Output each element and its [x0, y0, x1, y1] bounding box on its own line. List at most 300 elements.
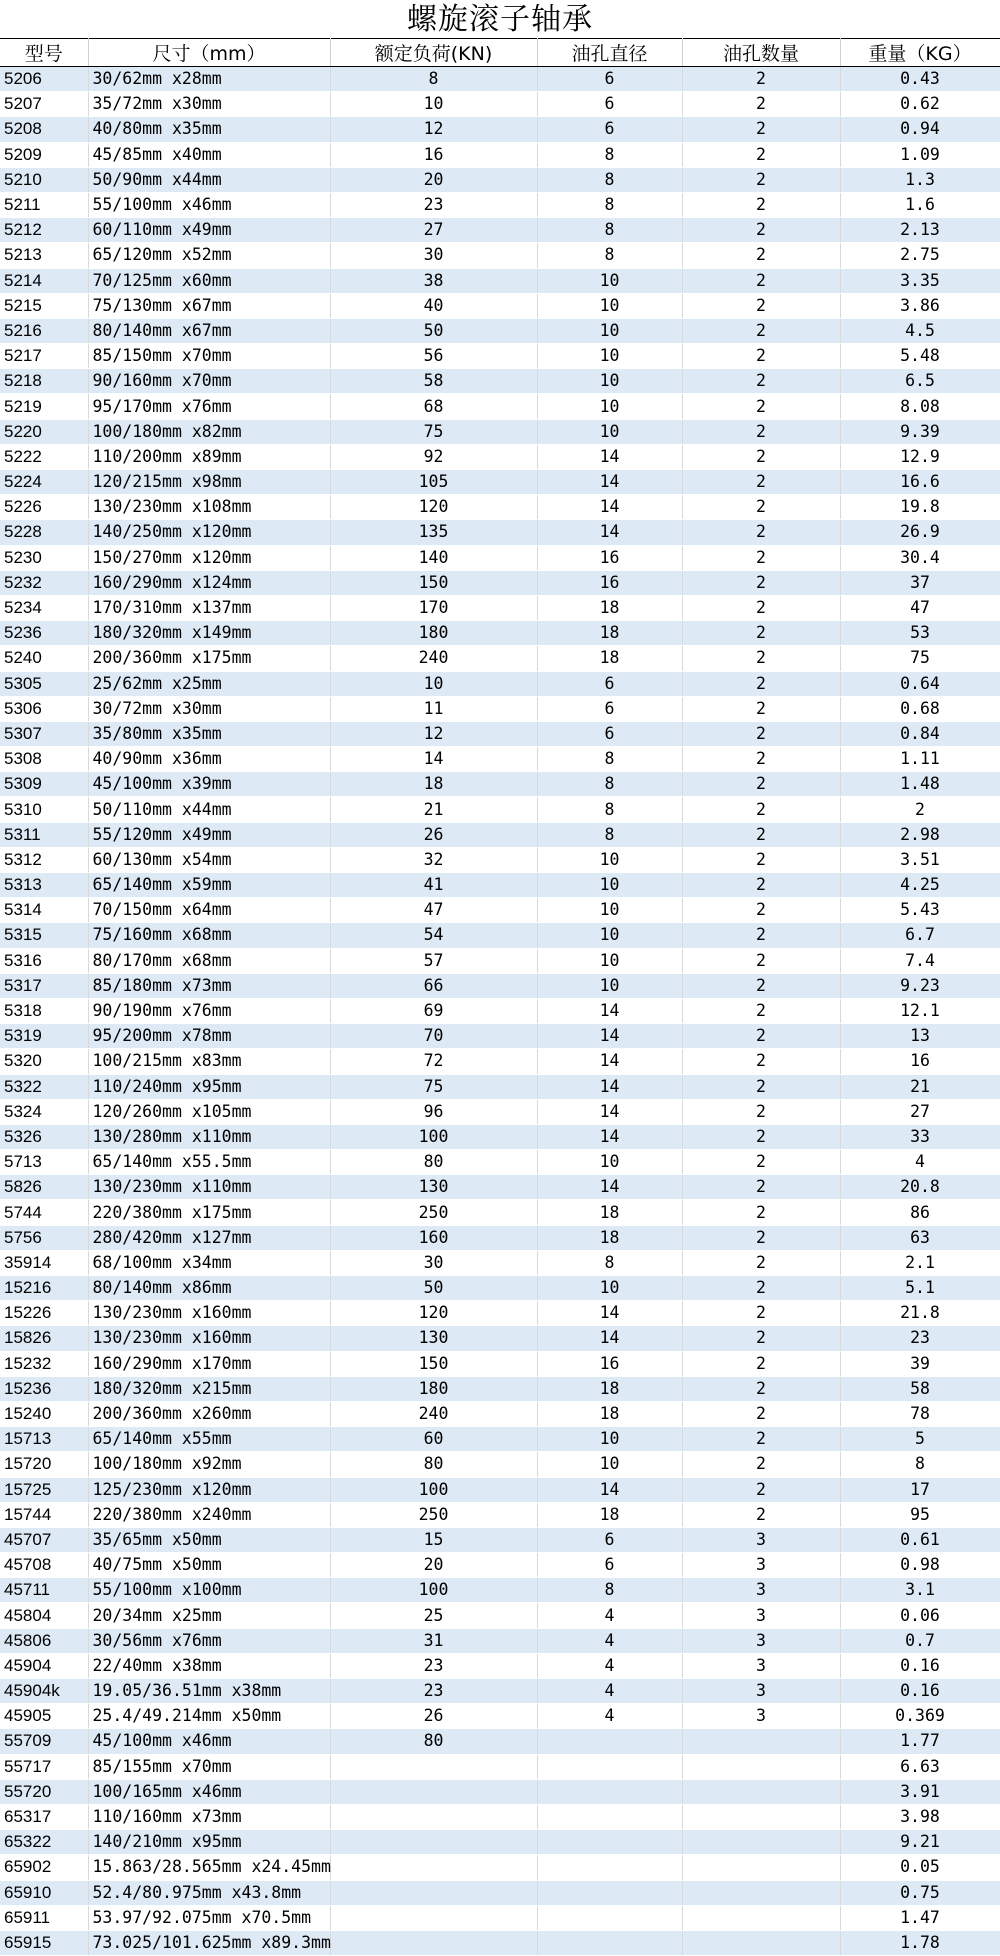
cell-size[interactable]: 110/160mm x73mm [88, 1804, 330, 1829]
cell-oil-hole-count[interactable]: 2 [682, 646, 840, 671]
cell-model[interactable]: 5318 [0, 998, 88, 1023]
cell-size[interactable]: 85/155mm x70mm [88, 1754, 330, 1779]
cell-model[interactable]: 5319 [0, 1024, 88, 1049]
cell-rated-load[interactable] [330, 1930, 537, 1955]
cell-model[interactable]: 5324 [0, 1099, 88, 1124]
cell-size[interactable]: 55/100mm x46mm [88, 192, 330, 217]
cell-rated-load[interactable]: 40 [330, 293, 537, 318]
cell-oil-hole-count[interactable]: 2 [682, 444, 840, 469]
cell-size[interactable]: 120/215mm x98mm [88, 470, 330, 495]
cell-rated-load[interactable]: 105 [330, 470, 537, 495]
cell-oil-hole-count[interactable]: 2 [682, 142, 840, 167]
cell-oil-hole-count[interactable]: 2 [682, 1401, 840, 1426]
cell-weight[interactable]: 5 [840, 1427, 1000, 1452]
cell-size[interactable]: 30/56mm x76mm [88, 1628, 330, 1653]
column-header-oil-hole-count[interactable]: 油孔数量 [682, 39, 840, 67]
cell-oil-hole-count[interactable]: 2 [682, 873, 840, 898]
cell-oil-hole-diameter[interactable]: 4 [537, 1704, 682, 1729]
cell-size[interactable]: 160/290mm x170mm [88, 1351, 330, 1376]
cell-oil-hole-diameter[interactable]: 8 [537, 1250, 682, 1275]
cell-model[interactable]: 5317 [0, 973, 88, 998]
cell-model[interactable]: 15744 [0, 1502, 88, 1527]
cell-model[interactable]: 5308 [0, 747, 88, 772]
cell-oil-hole-diameter[interactable]: 8 [537, 192, 682, 217]
cell-rated-load[interactable]: 100 [330, 1578, 537, 1603]
cell-weight[interactable]: 53 [840, 621, 1000, 646]
cell-model[interactable]: 5228 [0, 520, 88, 545]
cell-size[interactable]: 73.025/101.625mm x89.3mm [88, 1930, 330, 1955]
cell-weight[interactable]: 4.5 [840, 318, 1000, 343]
cell-size[interactable]: 100/165mm x46mm [88, 1779, 330, 1804]
cell-oil-hole-diameter[interactable]: 14 [537, 1024, 682, 1049]
cell-oil-hole-diameter[interactable] [537, 1930, 682, 1955]
cell-model[interactable]: 5713 [0, 1150, 88, 1175]
cell-size[interactable]: 80/140mm x67mm [88, 318, 330, 343]
column-header-oil-hole-diameter[interactable]: 油孔直径 [537, 39, 682, 67]
cell-oil-hole-diameter[interactable]: 8 [537, 167, 682, 192]
cell-model[interactable]: 5312 [0, 847, 88, 872]
column-header-size[interactable]: 尺寸（mm） [88, 39, 330, 67]
cell-weight[interactable]: 33 [840, 1124, 1000, 1149]
cell-oil-hole-diameter[interactable]: 6 [537, 117, 682, 142]
cell-weight[interactable]: 0.16 [840, 1653, 1000, 1678]
cell-size[interactable]: 50/90mm x44mm [88, 167, 330, 192]
cell-model[interactable]: 5232 [0, 570, 88, 595]
cell-weight[interactable]: 0.05 [840, 1855, 1000, 1880]
cell-weight[interactable]: 1.77 [840, 1729, 1000, 1754]
cell-size[interactable]: 75/160mm x68mm [88, 923, 330, 948]
cell-oil-hole-diameter[interactable] [537, 1905, 682, 1930]
cell-model[interactable]: 5230 [0, 545, 88, 570]
cell-weight[interactable]: 26.9 [840, 520, 1000, 545]
cell-model[interactable]: 15826 [0, 1326, 88, 1351]
cell-oil-hole-count[interactable]: 2 [682, 318, 840, 343]
cell-oil-hole-diameter[interactable]: 10 [537, 293, 682, 318]
cell-oil-hole-diameter[interactable]: 6 [537, 92, 682, 117]
cell-model[interactable]: 15713 [0, 1427, 88, 1452]
cell-size[interactable]: 140/210mm x95mm [88, 1830, 330, 1855]
cell-size[interactable]: 22/40mm x38mm [88, 1653, 330, 1678]
cell-oil-hole-diameter[interactable]: 10 [537, 923, 682, 948]
cell-model[interactable]: 5322 [0, 1074, 88, 1099]
cell-weight[interactable]: 8 [840, 1452, 1000, 1477]
cell-size[interactable]: 45/100mm x46mm [88, 1729, 330, 1754]
cell-size[interactable]: 40/90mm x36mm [88, 747, 330, 772]
cell-oil-hole-count[interactable]: 2 [682, 92, 840, 117]
cell-rated-load[interactable]: 70 [330, 1024, 537, 1049]
cell-oil-hole-count[interactable] [682, 1905, 840, 1930]
cell-oil-hole-count[interactable]: 2 [682, 369, 840, 394]
cell-oil-hole-count[interactable]: 2 [682, 1376, 840, 1401]
cell-size[interactable]: 60/110mm x49mm [88, 218, 330, 243]
cell-size[interactable]: 40/80mm x35mm [88, 117, 330, 142]
cell-rated-load[interactable]: 23 [330, 1679, 537, 1704]
cell-oil-hole-diameter[interactable]: 8 [537, 747, 682, 772]
cell-oil-hole-diameter[interactable]: 14 [537, 1049, 682, 1074]
cell-weight[interactable]: 0.94 [840, 117, 1000, 142]
cell-oil-hole-count[interactable]: 3 [682, 1603, 840, 1628]
cell-rated-load[interactable]: 75 [330, 1074, 537, 1099]
cell-weight[interactable]: 9.39 [840, 419, 1000, 444]
cell-model[interactable]: 5214 [0, 268, 88, 293]
cell-rated-load[interactable]: 25 [330, 1603, 537, 1628]
cell-size[interactable]: 85/150mm x70mm [88, 344, 330, 369]
cell-rated-load[interactable]: 20 [330, 167, 537, 192]
cell-oil-hole-diameter[interactable]: 18 [537, 1200, 682, 1225]
cell-size[interactable]: 52.4/80.975mm x43.8mm [88, 1880, 330, 1905]
column-header-rated-load[interactable]: 额定负荷(KN) [330, 39, 537, 67]
cell-model[interactable]: 45806 [0, 1628, 88, 1653]
cell-model[interactable]: 5826 [0, 1175, 88, 1200]
cell-size[interactable]: 100/180mm x92mm [88, 1452, 330, 1477]
cell-model[interactable]: 5320 [0, 1049, 88, 1074]
cell-rated-load[interactable]: 11 [330, 696, 537, 721]
cell-oil-hole-count[interactable] [682, 1804, 840, 1829]
cell-rated-load[interactable]: 80 [330, 1150, 537, 1175]
cell-weight[interactable]: 30.4 [840, 545, 1000, 570]
cell-weight[interactable]: 20.8 [840, 1175, 1000, 1200]
cell-rated-load[interactable]: 38 [330, 268, 537, 293]
cell-model[interactable]: 5326 [0, 1124, 88, 1149]
cell-model[interactable]: 5316 [0, 948, 88, 973]
cell-oil-hole-diameter[interactable]: 8 [537, 822, 682, 847]
cell-rated-load[interactable]: 10 [330, 92, 537, 117]
cell-weight[interactable]: 13 [840, 1024, 1000, 1049]
cell-model[interactable]: 65910 [0, 1880, 88, 1905]
cell-oil-hole-diameter[interactable]: 10 [537, 948, 682, 973]
cell-oil-hole-diameter[interactable]: 14 [537, 1301, 682, 1326]
cell-oil-hole-count[interactable]: 2 [682, 218, 840, 243]
cell-weight[interactable]: 7.4 [840, 948, 1000, 973]
cell-model[interactable]: 55717 [0, 1754, 88, 1779]
cell-model[interactable]: 15236 [0, 1376, 88, 1401]
cell-oil-hole-diameter[interactable]: 14 [537, 1124, 682, 1149]
cell-weight[interactable]: 0.75 [840, 1880, 1000, 1905]
cell-weight[interactable]: 3.1 [840, 1578, 1000, 1603]
cell-oil-hole-diameter[interactable]: 4 [537, 1628, 682, 1653]
cell-oil-hole-diameter[interactable]: 18 [537, 621, 682, 646]
cell-oil-hole-count[interactable]: 2 [682, 1074, 840, 1099]
cell-size[interactable]: 20/34mm x25mm [88, 1603, 330, 1628]
cell-size[interactable]: 68/100mm x34mm [88, 1250, 330, 1275]
cell-oil-hole-count[interactable]: 2 [682, 747, 840, 772]
cell-oil-hole-count[interactable] [682, 1855, 840, 1880]
cell-model[interactable]: 15725 [0, 1477, 88, 1502]
cell-model[interactable]: 5240 [0, 646, 88, 671]
cell-oil-hole-count[interactable]: 2 [682, 1024, 840, 1049]
cell-weight[interactable]: 78 [840, 1401, 1000, 1426]
cell-rated-load[interactable]: 140 [330, 545, 537, 570]
cell-oil-hole-count[interactable] [682, 1779, 840, 1804]
cell-oil-hole-diameter[interactable] [537, 1804, 682, 1829]
cell-rated-load[interactable]: 15 [330, 1527, 537, 1552]
cell-model[interactable]: 5219 [0, 394, 88, 419]
cell-weight[interactable]: 95 [840, 1502, 1000, 1527]
cell-model[interactable]: 5209 [0, 142, 88, 167]
cell-weight[interactable]: 12.9 [840, 444, 1000, 469]
cell-size[interactable]: 50/110mm x44mm [88, 797, 330, 822]
cell-rated-load[interactable]: 75 [330, 419, 537, 444]
cell-oil-hole-diameter[interactable]: 18 [537, 1376, 682, 1401]
cell-rated-load[interactable]: 130 [330, 1175, 537, 1200]
cell-oil-hole-count[interactable]: 2 [682, 117, 840, 142]
cell-rated-load[interactable]: 100 [330, 1124, 537, 1149]
cell-rated-load[interactable]: 58 [330, 369, 537, 394]
cell-size[interactable]: 70/125mm x60mm [88, 268, 330, 293]
cell-size[interactable]: 40/75mm x50mm [88, 1553, 330, 1578]
cell-weight[interactable]: 0.62 [840, 92, 1000, 117]
cell-rated-load[interactable] [330, 1880, 537, 1905]
cell-model[interactable]: 5207 [0, 92, 88, 117]
cell-rated-load[interactable]: 12 [330, 117, 537, 142]
cell-rated-load[interactable]: 180 [330, 621, 537, 646]
cell-oil-hole-diameter[interactable]: 4 [537, 1679, 682, 1704]
cell-size[interactable]: 65/120mm x52mm [88, 243, 330, 268]
cell-rated-load[interactable]: 16 [330, 142, 537, 167]
cell-oil-hole-count[interactable]: 2 [682, 1276, 840, 1301]
cell-model[interactable]: 45711 [0, 1578, 88, 1603]
cell-model[interactable]: 5313 [0, 873, 88, 898]
cell-size[interactable]: 45/85mm x40mm [88, 142, 330, 167]
cell-rated-load[interactable] [330, 1855, 537, 1880]
cell-rated-load[interactable]: 14 [330, 747, 537, 772]
column-header-model[interactable]: 型号 [0, 39, 88, 67]
cell-oil-hole-count[interactable]: 2 [682, 495, 840, 520]
cell-weight[interactable]: 6.5 [840, 369, 1000, 394]
cell-oil-hole-count[interactable]: 2 [682, 923, 840, 948]
cell-model[interactable]: 5314 [0, 898, 88, 923]
cell-weight[interactable]: 0.61 [840, 1527, 1000, 1552]
cell-size[interactable]: 30/62mm x28mm [88, 67, 330, 92]
cell-oil-hole-diameter[interactable]: 18 [537, 646, 682, 671]
cell-rated-load[interactable] [330, 1905, 537, 1930]
cell-model[interactable]: 5756 [0, 1225, 88, 1250]
cell-size[interactable]: 125/230mm x120mm [88, 1477, 330, 1502]
cell-oil-hole-count[interactable] [682, 1930, 840, 1955]
cell-oil-hole-count[interactable]: 2 [682, 1452, 840, 1477]
cell-oil-hole-diameter[interactable]: 10 [537, 847, 682, 872]
cell-oil-hole-count[interactable]: 2 [682, 1225, 840, 1250]
cell-oil-hole-count[interactable]: 2 [682, 1250, 840, 1275]
cell-model[interactable]: 5226 [0, 495, 88, 520]
cell-oil-hole-count[interactable]: 2 [682, 394, 840, 419]
cell-oil-hole-count[interactable]: 3 [682, 1578, 840, 1603]
cell-oil-hole-count[interactable]: 2 [682, 696, 840, 721]
cell-model[interactable]: 5216 [0, 318, 88, 343]
cell-rated-load[interactable]: 10 [330, 671, 537, 696]
cell-model[interactable]: 5220 [0, 419, 88, 444]
cell-rated-load[interactable]: 21 [330, 797, 537, 822]
cell-oil-hole-count[interactable]: 2 [682, 1175, 840, 1200]
cell-oil-hole-diameter[interactable]: 14 [537, 1099, 682, 1124]
cell-rated-load[interactable]: 41 [330, 873, 537, 898]
cell-size[interactable]: 170/310mm x137mm [88, 595, 330, 620]
cell-size[interactable]: 60/130mm x54mm [88, 847, 330, 872]
cell-weight[interactable]: 2.98 [840, 822, 1000, 847]
cell-rated-load[interactable]: 8 [330, 67, 537, 92]
cell-model[interactable]: 5309 [0, 772, 88, 797]
cell-weight[interactable]: 16.6 [840, 470, 1000, 495]
cell-weight[interactable]: 1.3 [840, 167, 1000, 192]
cell-rated-load[interactable]: 80 [330, 1452, 537, 1477]
cell-weight[interactable]: 58 [840, 1376, 1000, 1401]
cell-size[interactable]: 100/180mm x82mm [88, 419, 330, 444]
cell-oil-hole-count[interactable]: 2 [682, 998, 840, 1023]
cell-weight[interactable]: 1.6 [840, 192, 1000, 217]
cell-oil-hole-count[interactable]: 2 [682, 419, 840, 444]
cell-size[interactable]: 80/140mm x86mm [88, 1276, 330, 1301]
cell-oil-hole-diameter[interactable]: 10 [537, 1276, 682, 1301]
cell-weight[interactable]: 3.51 [840, 847, 1000, 872]
cell-size[interactable]: 45/100mm x39mm [88, 772, 330, 797]
cell-size[interactable]: 55/100mm x100mm [88, 1578, 330, 1603]
cell-size[interactable]: 35/65mm x50mm [88, 1527, 330, 1552]
cell-weight[interactable]: 1.09 [840, 142, 1000, 167]
cell-oil-hole-diameter[interactable]: 16 [537, 570, 682, 595]
cell-size[interactable]: 75/130mm x67mm [88, 293, 330, 318]
cell-oil-hole-diameter[interactable]: 18 [537, 595, 682, 620]
cell-oil-hole-diameter[interactable]: 10 [537, 1452, 682, 1477]
cell-model[interactable]: 65322 [0, 1830, 88, 1855]
cell-oil-hole-count[interactable]: 2 [682, 192, 840, 217]
cell-weight[interactable]: 1.11 [840, 747, 1000, 772]
cell-model[interactable]: 55720 [0, 1779, 88, 1804]
column-header-weight[interactable]: 重量（KG） [840, 39, 1000, 67]
cell-size[interactable]: 180/320mm x215mm [88, 1376, 330, 1401]
cell-model[interactable]: 45804 [0, 1603, 88, 1628]
cell-oil-hole-count[interactable]: 2 [682, 470, 840, 495]
cell-oil-hole-diameter[interactable]: 14 [537, 1074, 682, 1099]
cell-oil-hole-count[interactable]: 2 [682, 847, 840, 872]
cell-oil-hole-count[interactable]: 2 [682, 621, 840, 646]
cell-oil-hole-count[interactable]: 2 [682, 1477, 840, 1502]
cell-oil-hole-count[interactable]: 2 [682, 721, 840, 746]
cell-weight[interactable]: 63 [840, 1225, 1000, 1250]
cell-model[interactable]: 5213 [0, 243, 88, 268]
cell-oil-hole-count[interactable] [682, 1754, 840, 1779]
cell-model[interactable]: 5224 [0, 470, 88, 495]
cell-oil-hole-count[interactable]: 2 [682, 1150, 840, 1175]
cell-weight[interactable]: 0.84 [840, 721, 1000, 746]
cell-oil-hole-diameter[interactable] [537, 1880, 682, 1905]
cell-oil-hole-count[interactable]: 2 [682, 1326, 840, 1351]
cell-weight[interactable]: 3.98 [840, 1804, 1000, 1829]
cell-rated-load[interactable]: 30 [330, 1250, 537, 1275]
cell-size[interactable]: 150/270mm x120mm [88, 545, 330, 570]
cell-weight[interactable]: 1.47 [840, 1905, 1000, 1930]
cell-oil-hole-count[interactable]: 2 [682, 243, 840, 268]
cell-weight[interactable]: 19.8 [840, 495, 1000, 520]
cell-size[interactable]: 95/200mm x78mm [88, 1024, 330, 1049]
cell-oil-hole-count[interactable]: 2 [682, 595, 840, 620]
cell-size[interactable]: 90/160mm x70mm [88, 369, 330, 394]
cell-size[interactable]: 130/230mm x108mm [88, 495, 330, 520]
cell-size[interactable]: 130/280mm x110mm [88, 1124, 330, 1149]
cell-oil-hole-count[interactable]: 2 [682, 570, 840, 595]
cell-weight[interactable]: 0.369 [840, 1704, 1000, 1729]
cell-size[interactable]: 160/290mm x124mm [88, 570, 330, 595]
cell-oil-hole-diameter[interactable]: 8 [537, 142, 682, 167]
cell-rated-load[interactable]: 20 [330, 1553, 537, 1578]
cell-oil-hole-diameter[interactable]: 10 [537, 268, 682, 293]
cell-size[interactable]: 110/240mm x95mm [88, 1074, 330, 1099]
cell-oil-hole-diameter[interactable]: 10 [537, 344, 682, 369]
cell-rated-load[interactable]: 180 [330, 1376, 537, 1401]
cell-model[interactable]: 65902 [0, 1855, 88, 1880]
cell-weight[interactable]: 0.64 [840, 671, 1000, 696]
cell-rated-load[interactable]: 240 [330, 646, 537, 671]
cell-weight[interactable]: 2 [840, 797, 1000, 822]
cell-model[interactable]: 5234 [0, 595, 88, 620]
cell-oil-hole-count[interactable]: 2 [682, 948, 840, 973]
cell-oil-hole-diameter[interactable]: 18 [537, 1401, 682, 1426]
cell-rated-load[interactable]: 150 [330, 1351, 537, 1376]
cell-weight[interactable]: 4.25 [840, 873, 1000, 898]
cell-oil-hole-count[interactable]: 3 [682, 1704, 840, 1729]
cell-weight[interactable]: 16 [840, 1049, 1000, 1074]
cell-oil-hole-count[interactable] [682, 1880, 840, 1905]
cell-oil-hole-diameter[interactable]: 6 [537, 1527, 682, 1552]
cell-size[interactable]: 19.05/36.51mm x38mm [88, 1679, 330, 1704]
cell-weight[interactable]: 6.7 [840, 923, 1000, 948]
cell-model[interactable]: 45707 [0, 1527, 88, 1552]
cell-weight[interactable]: 0.68 [840, 696, 1000, 721]
cell-oil-hole-diameter[interactable]: 8 [537, 772, 682, 797]
cell-oil-hole-diameter[interactable]: 10 [537, 419, 682, 444]
cell-oil-hole-count[interactable]: 3 [682, 1653, 840, 1678]
cell-rated-load[interactable]: 92 [330, 444, 537, 469]
cell-rated-load[interactable]: 100 [330, 1477, 537, 1502]
cell-oil-hole-diameter[interactable]: 6 [537, 696, 682, 721]
cell-oil-hole-diameter[interactable]: 10 [537, 369, 682, 394]
cell-rated-load[interactable]: 57 [330, 948, 537, 973]
cell-rated-load[interactable]: 120 [330, 1301, 537, 1326]
cell-size[interactable]: 200/360mm x175mm [88, 646, 330, 671]
cell-size[interactable]: 30/72mm x30mm [88, 696, 330, 721]
cell-model[interactable]: 45904k [0, 1679, 88, 1704]
cell-rated-load[interactable] [330, 1830, 537, 1855]
cell-weight[interactable]: 86 [840, 1200, 1000, 1225]
cell-model[interactable]: 5208 [0, 117, 88, 142]
cell-oil-hole-diameter[interactable]: 18 [537, 1225, 682, 1250]
cell-oil-hole-count[interactable]: 2 [682, 344, 840, 369]
cell-weight[interactable]: 9.23 [840, 973, 1000, 998]
cell-size[interactable]: 70/150mm x64mm [88, 898, 330, 923]
cell-size[interactable]: 200/360mm x260mm [88, 1401, 330, 1426]
cell-weight[interactable]: 3.91 [840, 1779, 1000, 1804]
cell-model[interactable]: 5311 [0, 822, 88, 847]
cell-model[interactable]: 5215 [0, 293, 88, 318]
cell-rated-load[interactable]: 31 [330, 1628, 537, 1653]
cell-weight[interactable]: 5.43 [840, 898, 1000, 923]
cell-rated-load[interactable] [330, 1804, 537, 1829]
cell-oil-hole-count[interactable]: 2 [682, 1200, 840, 1225]
cell-weight[interactable]: 12.1 [840, 998, 1000, 1023]
cell-oil-hole-count[interactable]: 2 [682, 1099, 840, 1124]
cell-size[interactable]: 110/200mm x89mm [88, 444, 330, 469]
cell-weight[interactable]: 0.06 [840, 1603, 1000, 1628]
cell-oil-hole-diameter[interactable]: 10 [537, 1150, 682, 1175]
cell-model[interactable]: 45905 [0, 1704, 88, 1729]
cell-model[interactable]: 15720 [0, 1452, 88, 1477]
cell-oil-hole-count[interactable] [682, 1830, 840, 1855]
cell-rated-load[interactable] [330, 1779, 537, 1804]
cell-rated-load[interactable] [330, 1754, 537, 1779]
cell-oil-hole-count[interactable]: 2 [682, 1049, 840, 1074]
cell-rated-load[interactable]: 56 [330, 344, 537, 369]
cell-weight[interactable]: 0.43 [840, 67, 1000, 92]
cell-weight[interactable]: 8.08 [840, 394, 1000, 419]
